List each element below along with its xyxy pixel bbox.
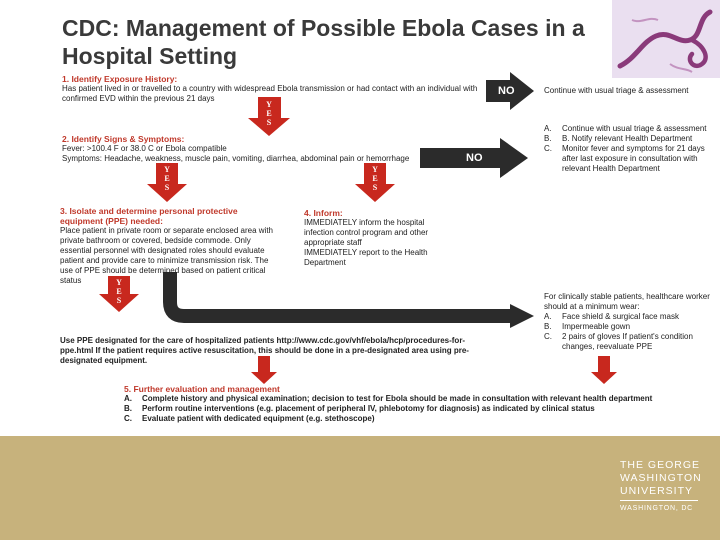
footer-band: [0, 436, 720, 540]
step2-heading: 2. Identify Signs & Symptoms:: [62, 134, 185, 144]
step4-box: [304, 208, 444, 268]
red-arrow-small-2: [591, 356, 617, 384]
no2-item-b: B. B. Notify relevant Health Department: [544, 134, 693, 143]
step5-box: [124, 384, 684, 424]
step1-heading: 1. Identify Exposure History:: [62, 74, 178, 84]
stable-intro: For clinically stable patients, healthcare worker should at a minimum wear:: [544, 292, 710, 311]
curved-arrow-head: [510, 304, 534, 328]
logo-line-1: THE GEORGE: [620, 459, 701, 471]
no-label-2: NO: [466, 152, 483, 164]
step3-box: [60, 206, 278, 286]
no2-item-a: A. Continue with usual triage & assessment: [544, 124, 707, 133]
step5-item-c: C. Evaluate patient with dedicated equipment (e.g. stethoscope): [124, 414, 375, 423]
logo-line-3: UNIVERSITY: [620, 485, 694, 497]
ppe-note: Use PPE designated for the care of hospitalized patients http://www.cdc.gov/vhf/ebola/hcp/procedures-for-ppe.html If the patient requires active resuscitation, this should be done in a pre-designated area using pre-designated equipment.: [60, 336, 469, 365]
step4-line2: IMMEDIATELY report to the Health Department: [304, 248, 428, 267]
stable-item-b: B. Impermeable gown: [544, 322, 631, 331]
yes-label-4: Y E S: [116, 278, 122, 305]
step3-body: Place patient in private room or separate enclosed area with private bathroom or covered, bedside commode. Only essential personnel with designated roles should evaluate patient and provide care to minimize transmission risk. The use of PPE should be determined based on patient critical status: [60, 226, 274, 285]
step2-line2: Symptoms: Headache, weakness, muscle pain, vomiting, diarrhea, abdominal pain or hemorrhage: [62, 154, 410, 163]
yes-label-3: Y E S: [372, 165, 378, 192]
stable-box: [544, 292, 716, 352]
logo-location: WASHINGTON, DC: [620, 505, 694, 512]
step3-heading: 3. Isolate and determine personal protective equipment (PPE) needed:: [60, 206, 238, 226]
step5-item-b: B. Perform routine interventions (e.g. placement of peripheral IV, phlebotomy for diagnosis) as indicated by clinical status: [124, 404, 595, 413]
step1-box: [62, 74, 482, 104]
step5-item-a: A. Complete history and physical examination; decision to test for Ebola should be made in consultation with relevant health department: [124, 394, 653, 403]
step4-heading: 4. Inform:: [304, 208, 343, 218]
step1-body: Has patient lived in or travelled to a country with widespread Ebola transmission or had contact with an individual with confirmed EVD within the previous 21 days: [62, 84, 478, 103]
stable-item-c: C. 2 pairs of gloves If patient's condition changes, reevaluate PPE: [544, 332, 693, 351]
no2-item-c: C. Monitor fever and symptoms for 21 days after last exposure in consultation with relevant Health Department: [544, 144, 705, 173]
yes-label-2: Y E S: [164, 165, 170, 192]
step2-box: [62, 134, 432, 164]
step2-line1: Fever: >100.4 F or 38.0 C or Ebola compatible: [62, 144, 227, 153]
logo-divider: [620, 500, 698, 501]
logo-line-2: WASHINGTON: [620, 472, 702, 484]
stable-item-a: A. Face shield & surgical face mask: [544, 312, 679, 321]
university-logo: [620, 459, 702, 498]
no2-list: [544, 124, 714, 174]
yes-label-1: Y E S: [266, 100, 272, 127]
page-title: CDC: Management of Possible Ebola Cases in a Hospital Setting: [62, 15, 585, 69]
no1-outcome: Continue with usual triage & assessment: [544, 86, 689, 95]
step4-line1: IMMEDIATELY inform the hospital infection control program and other appropriate staff: [304, 218, 429, 247]
no-label-1: NO: [498, 85, 515, 97]
step5-heading: 5. Further evaluation and management: [124, 384, 280, 394]
